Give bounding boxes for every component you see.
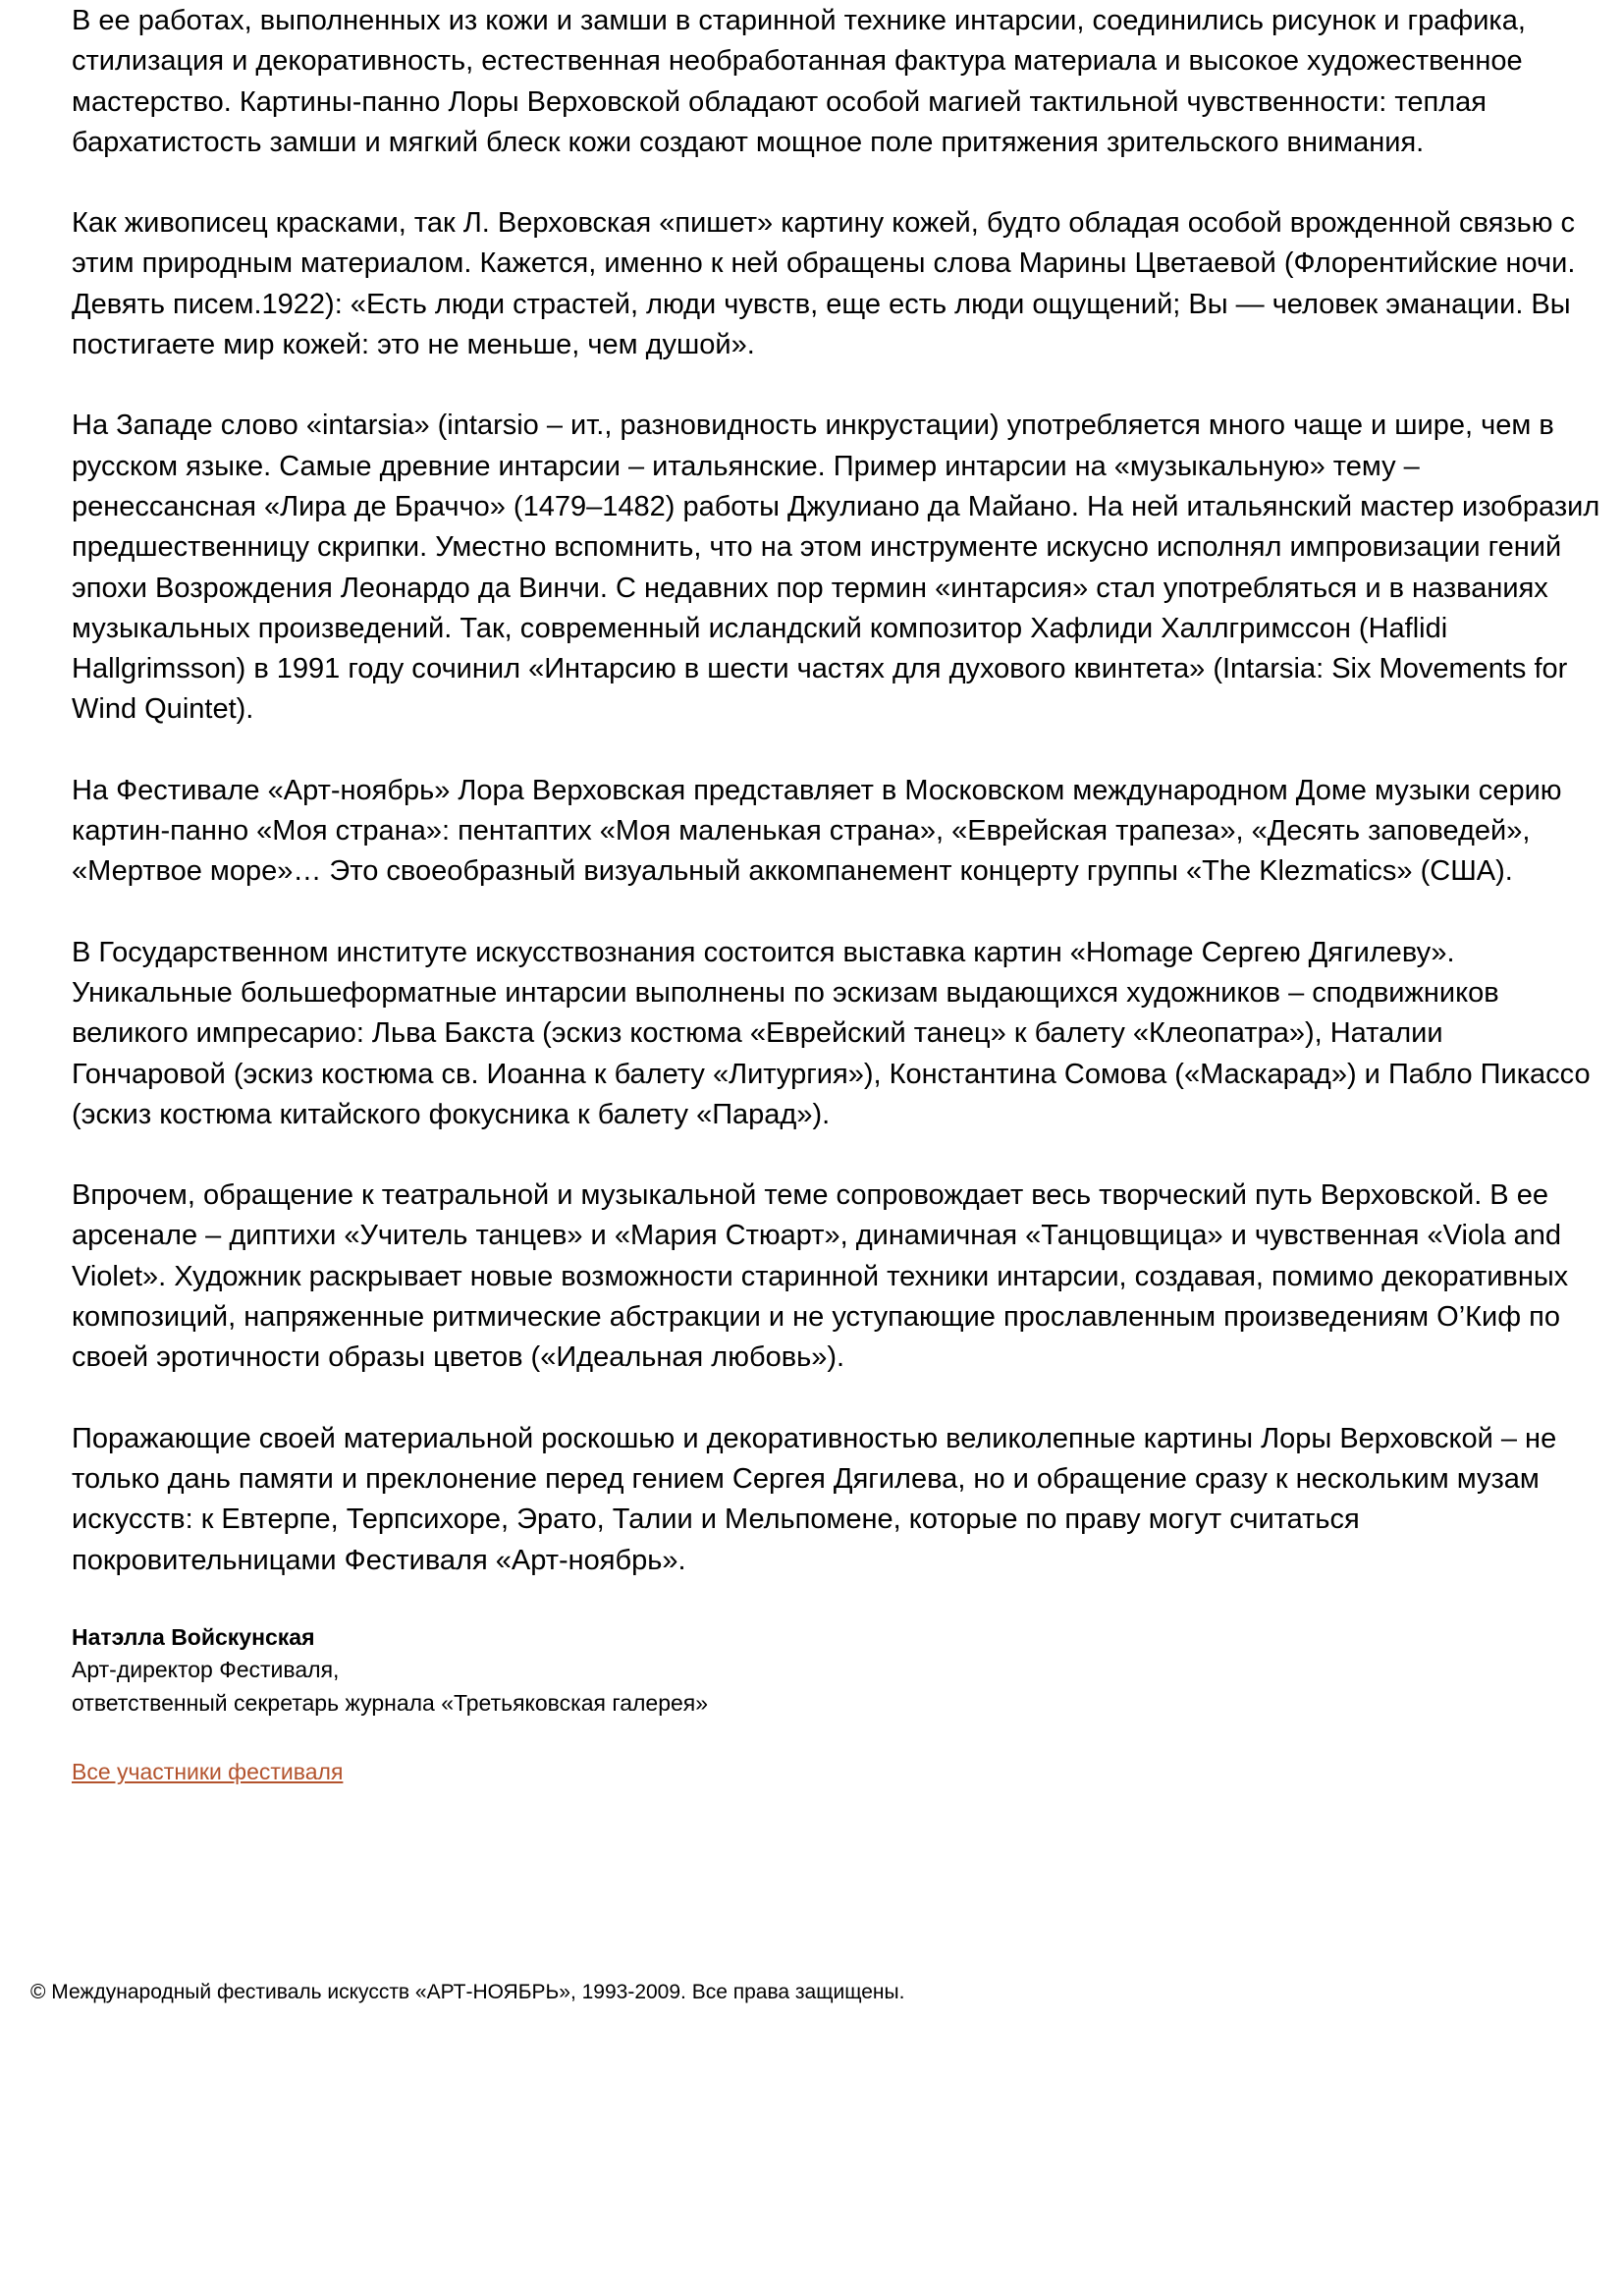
author-name: Натэлла Войскунская [72,1623,315,1650]
author-role-1: Арт-директор Фестиваля, [72,1657,340,1683]
article-paragraph-3: На Западе слово «intarsia» (intarsio – ит., разновидность инкрустации) употребляется много чаще и шире, чем в русском языке. Самые древние интарсии – итальянские. Пример интарсии на «музыкальную» тему – ренессансная «Лира де Браччо» (1479–1482) работы Джулиано да Майано. На ней итальянский мастер изобразил предшественницу скрипки. Уместно вспомнить, что на этом инструменте искусно исполнял импровизации гений эпохи Возрождения Леонардо да Винчи. С недавних пор термин «интарсия» стал употребляться и в названиях музыкальных произведений. Так, современный исландский композитор Хафлиди Халлгримссон (Haflidi Hallgrimsson) в 1991 году сочинил «Интарсию в шести частях для духового квинтета» (Intarsia: Six Movements for Wind Quintet). [72,410,1600,726]
article-paragraph-7: Поражающие своей материальной роскошью и декоративностью великолепные картины Лоры Верховской – не только дань памяти и преклонение перед гением Сергея Дягилева, но и обращение сразу к нескольким музам искусств: к Евтерпе, Терпсихоре, Эрато, Талии и Мельпомене, которые по праву могут считаться покровительницами Фестиваля «Арт-ноябрь». [72,1422,1557,1576]
article-paragraph-5: В Государственном институте искусствознания состоится выставка картин «Homage Сергею Дягилеву». Уникальные большеформатные интарсии выполнены по эскизам выдающихся художников – сподвижников великого импресарио: Льва Бакста (эскиз костюма «Еврейский танец» к балету «Клеопатра»), Наталии Гончаровой (эскиз костюма св. Иоанна к балету «Литургия»), Константина Сомова («Маскарад») и Пабло Пикассо (эскиз костюма китайского фокусника к балету «Парад»). [72,936,1591,1130]
author-role-2: ответственный секретарь журнала «Третьяковская галерея» [72,1689,709,1716]
article-body [72,0,1603,1788]
footer-copyright: © Международный фестиваль искусств «АРТ-НОЯБРЬ», 1993-2009. Все права защищены. [30,1981,905,2003]
article-paragraph-1: В ее работах, выполненных из кожи и замши в старинной технике интарсии, соединились рисунок и графика, стилизация и декоративность, естественная необработанная фактура материала и высокое художественное мастерство. Картины-панно Лоры Верховской обладают особой магией тактильной чувственности: теплая бархатистость замши и мягкий блеск кожи создают мощное поле притяжения зрительского внимания. [72,5,1526,158]
author-signature [72,1621,1603,1721]
article-paragraph-6: Впрочем, обращение к театральной и музыкальной теме сопровождает весь творческий путь Верховской. В ее арсенале – диптихи «Учитель танцев» и «Мария Стюарт», динамичная «Танцовщица» и чувственная «Viola and Violet». Художник раскрывает новые возможности старинной техники интарсии, создавая, помимо декоративных композиций, напряженные ритмические абстракции и не уступающие прославленным произведениям О’Киф по своей эротичности образы цветов («Идеальная любовь»). [72,1179,1569,1374]
all-participants-link[interactable]: Все участники фестиваля [72,1759,344,1785]
article-paragraph-2: Как живописец красками, так Л. Верховская «пишет» картину кожей, будто обладая особой врожденной связью с этим природным материалом. Кажется, именно к ней обращены слова Марины Цветаевой (Флорентийские ночи. Девять писем.1922): «Есть люди страстей, люди чувств, еще есть люди ощущений; Вы — человек эманации. Вы постигаете мир кожей: это не меньше, чем душой». [72,207,1576,361]
article-paragraph-4: На Фестивале «Арт-ноябрь» Лора Верховская представляет в Московском международном Доме музыки серию картин-панно «Моя страна»: пентаптих «Моя маленькая страна», «Еврейская трапеза», «Десять заповедей», «Мертвое море»… Это своеобразный визуальный аккомпанемент концерту группы «The Klezmatics» (США). [72,774,1562,888]
